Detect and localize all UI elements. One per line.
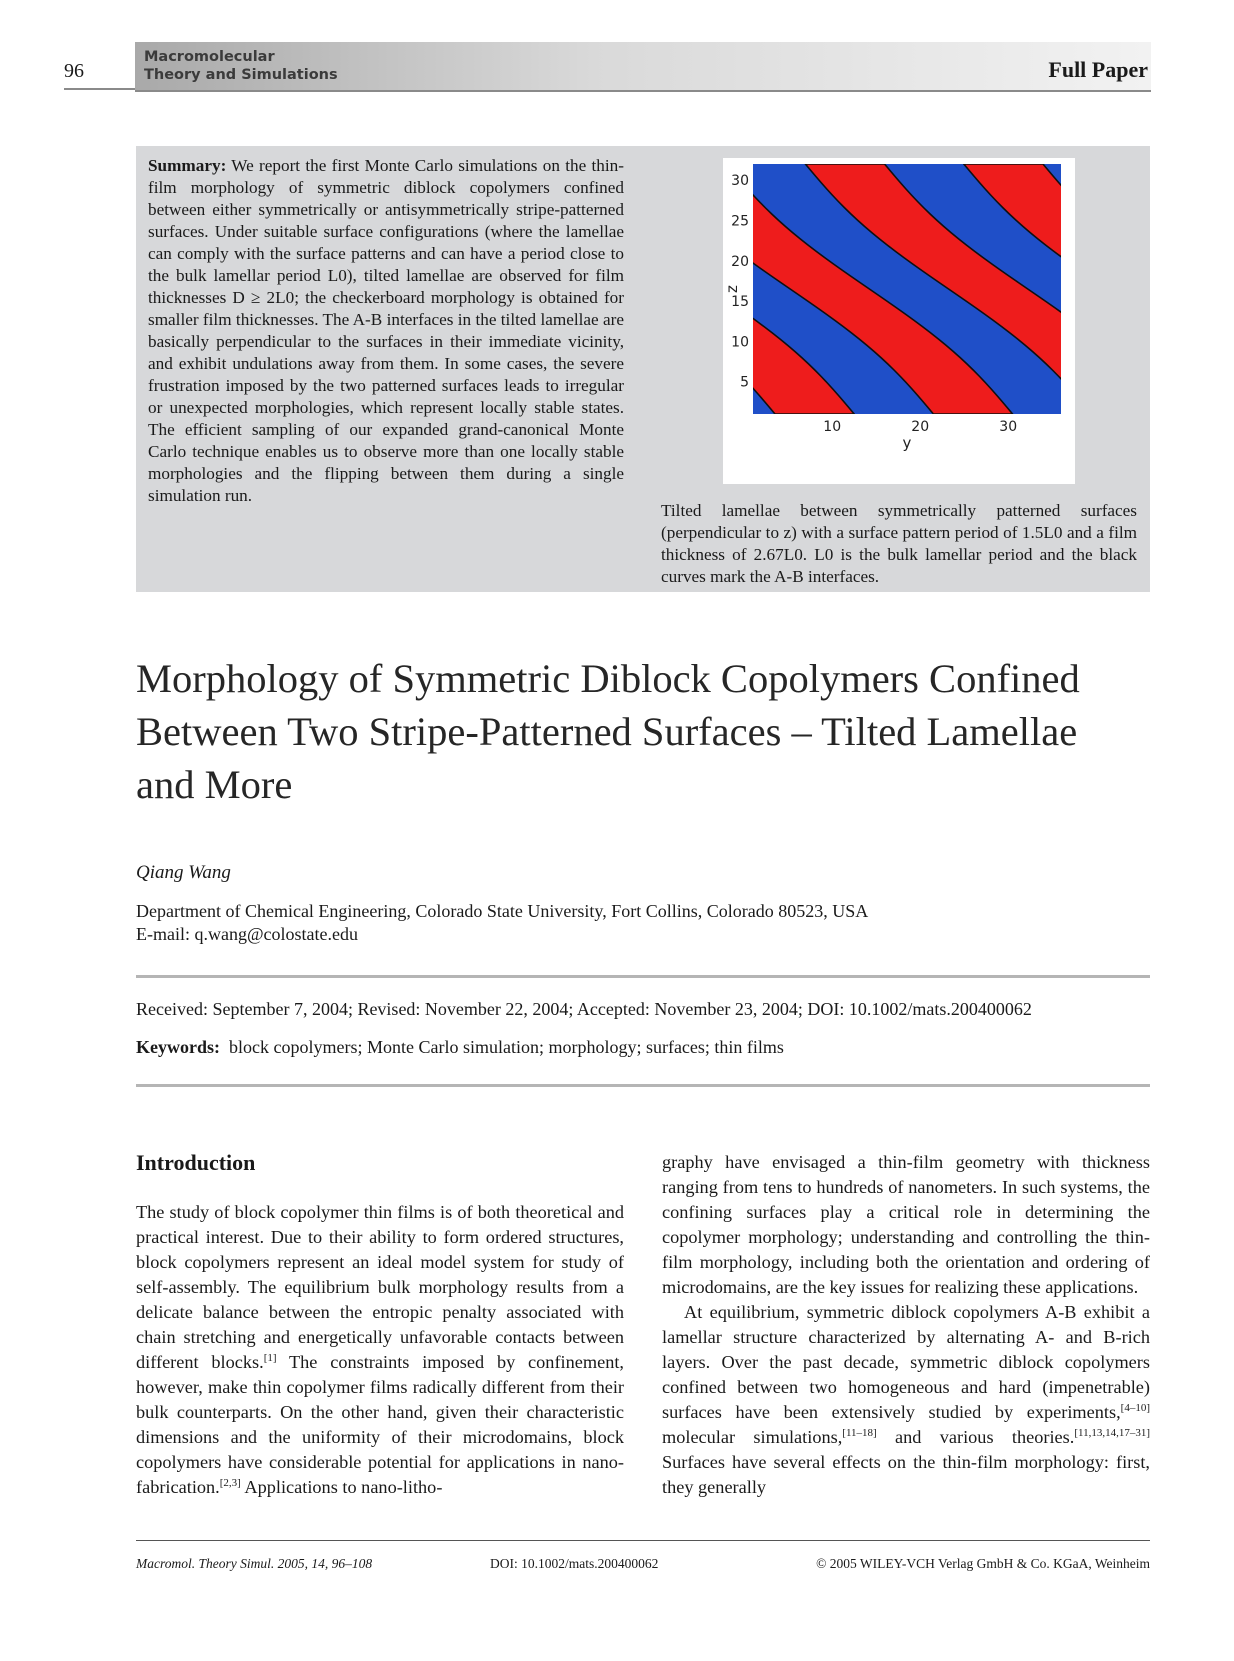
footer-doi: DOI: 10.1002/mats.200400062 (490, 1556, 659, 1571)
citation-ref: [11–18] (842, 1427, 877, 1439)
journal-name-line2: Theory and Simulations (144, 67, 338, 83)
y-axis-ticks (823, 419, 1017, 435)
keywords (136, 1037, 784, 1058)
text-span: At equilibrium, symmetric diblock copolymers A-B exhibit a lamellar structure characterized by alternating A- and B-rich layers. Over the past decade, symmetric diblock copolymers confined between two homogeneous and hard (impenetrable) surfaces have been extensively studied by experiments, (662, 1302, 1150, 1422)
body-column-left (136, 1200, 624, 1500)
summary-body: We report the first Monte Carlo simulations on the thin-film morphology of symmetric diblock copolymers confined between either symmetrically or antisymmetrically stripe-patterned surfaces. Under suitable surface configurations (where the lamellae can comply with the surface patterns and can have a period close to the bulk lamellar period L0), tilted lamellae are observed for film thicknesses D ≥ 2L0; the checkerboard morphology is obtained for smaller film thicknesses. The A-B interfaces in the tilted lamellae are basically perpendicular to the surfaces in their immediate vicinity, and exhibit undulations away from them. In some cases, the severe frustration imposed by the two patterned surfaces leads to irregular or unexpected morphologies, which represent locally stable states. The efficient sampling of our expanded grand-canonical Monte Carlo technique enables us to observe more than one locally stable morphologies and the flipping between them during a single simulation run. (148, 156, 624, 505)
article-history: Received: September 7, 2004; Revised: November 22, 2004; Accepted: November 23, 2004; DOI: 10.1002/mats.200400062 (136, 999, 1032, 1019)
z-tick-label: 15 (731, 294, 749, 311)
z-tick-label: 25 (731, 213, 749, 230)
header-rule (64, 88, 136, 90)
y-tick-label: 20 (911, 419, 930, 435)
text-span: Surfaces have several effects on the thin-film morphology: first, they generally (662, 1452, 1150, 1497)
text-span: The study of block copolymer thin films is of both theoretical and practical interest. Due to their ability to form ordered structures, block copolymers represent an ideal model system for study of self-assembly. The equilibrium bulk morphology results from a delicate balance between the entropic penalty associated with chain stretching and energetically unfavorable contacts between different blocks. (136, 1202, 624, 1372)
z-tick-label: 5 (740, 374, 749, 391)
lamellae-heatmap (723, 158, 1075, 484)
journal-name-line1: Macromolecular (144, 49, 275, 65)
affiliation (136, 900, 868, 946)
body-column-right (662, 1150, 1150, 1500)
intro-paragraph-2 (662, 1300, 1150, 1500)
footer-rule (136, 1540, 1150, 1541)
citation-ref: [11,13,14,17–31] (1074, 1427, 1150, 1439)
summary-abstract (148, 155, 624, 507)
y-tick-label: 10 (823, 419, 842, 435)
citation-ref: [2,3] (219, 1477, 241, 1489)
y-tick-label: 30 (999, 419, 1018, 435)
affiliation-department: Department of Chemical Engineering, Colorado State University, Fort Collins, Colorado 80523, USA (136, 901, 869, 921)
z-axis-ticks (731, 173, 749, 391)
paper-title: Morphology of Symmetric Diblock Copolymers Confined Between Two Stripe-Patterned Surfaces – Tilted Lamellae and More (136, 656, 1080, 807)
footer-citation: Macromol. Theory Simul. 2005, 14, 96–108 (136, 1556, 373, 1571)
summary-label: Summary: (148, 156, 227, 175)
keywords-label: Keywords: (136, 1037, 220, 1057)
y-axis-label: y (902, 434, 912, 452)
keywords-list: block copolymers; Monte Carlo simulation; morphology; surfaces; thin films (229, 1037, 784, 1057)
z-tick-label: 30 (731, 173, 749, 190)
footer-copyright: © 2005 WILEY-VCH Verlag GmbH & Co. KGaA, Weinheim (816, 1556, 1150, 1571)
page-number: 96 (64, 60, 84, 82)
z-tick-label: 20 (731, 253, 749, 270)
z-axis-label: z (723, 285, 741, 293)
author-name: Qiang Wang (136, 862, 231, 883)
section-heading-introduction: Introduction (136, 1150, 256, 1175)
citation-ref: [1] (263, 1352, 277, 1364)
intro-paragraph-1 (136, 1200, 624, 1500)
journal-name (144, 48, 338, 84)
divider-bottom (136, 1084, 1150, 1087)
intro-paragraph-1-continued: graphy have envisaged a thin-film geometry with thickness ranging from tens to hundreds of nanometers. In such systems, the confining surfaces play a critical role in determining the copolymer morphology; understanding and controlling the thin-film morphology, including both the orientation and ordering of microdomains, are the key issues for realizing these applications. (662, 1152, 1150, 1297)
author-email: E-mail: q.wang@colostate.edu (136, 924, 359, 944)
citation-ref: [4–10] (1120, 1402, 1150, 1414)
figure-caption: Tilted lamellae between symmetrically patterned surfaces (perpendicular to z) with a surface pattern period of 1.5L0 and a film thickness of 2.67L0. L0 is the bulk lamellar period and the black curves mark the A-B interfaces. (661, 501, 1137, 586)
z-tick-label: 10 (731, 334, 749, 351)
text-span: Applications to nano-litho- (244, 1477, 443, 1497)
text-span: and various theories. (895, 1427, 1075, 1447)
divider-top (136, 975, 1150, 978)
text-span: molecular simulations, (662, 1427, 843, 1447)
article-type: Full Paper (1048, 57, 1148, 82)
text-span: The constraints imposed by confinement, however, make thin copolymer films radically different from their bulk counterparts. On the other hand, given their characteristic dimensions and the uniformity of their microdomains, block copolymers have considerable potential for applications in nano-fabrication. (136, 1352, 624, 1497)
